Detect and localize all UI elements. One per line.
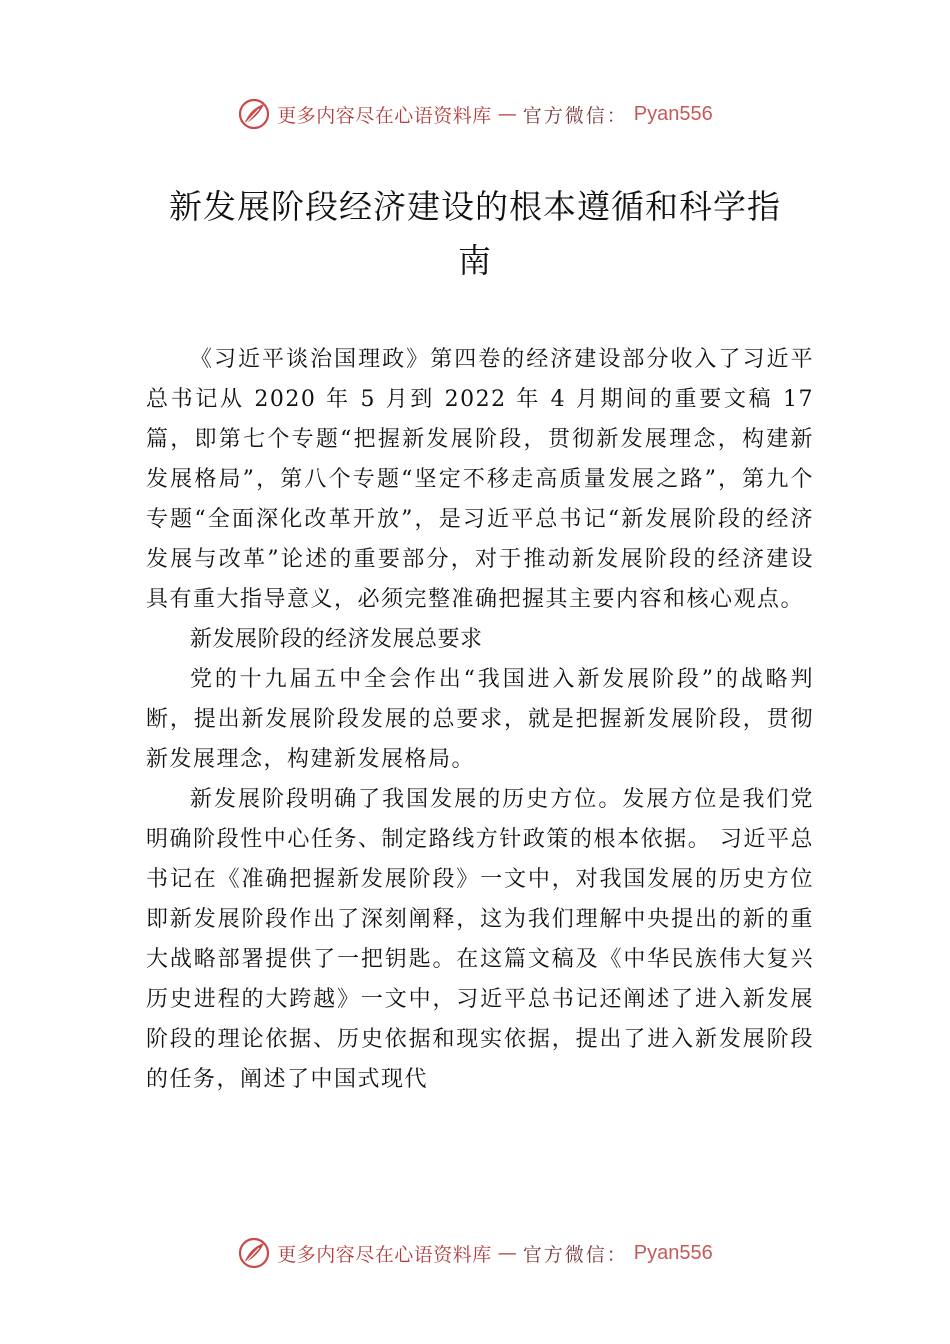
watermark-wechat-id: Pyan556 [633,1241,713,1264]
watermark-separator: — [497,103,517,125]
section-paragraph: 新发展阶段明确了我国发展的历史方位。发展方位是我们党明确阶段性中心任务、制定路线方针政策的根本依据。 习近平总书记在《准确把握新发展阶段》一文中，对我国发展的历史方位即新发展阶段作出了深刻阐释，这为我们理解中央提出的新的重大战略部署提供了一把钥匙。在这篇文稿及《中华民族伟大复兴历史进程的大跨越》一文中，习近平总书记还阐述了进入新发展阶段的理论依据、历史依据和现实依据，提出了进入新发展阶段的任务，阐述了中国式现代 [146,787,814,1092]
feather-logo-icon [237,1236,271,1270]
watermark-lead-text: 更多内容尽在心语资料库 [277,1243,492,1266]
watermark-separator: — [497,1242,517,1264]
intro-paragraph: 《习近平谈治国理政》第四卷的经济建设部分收入了习近平总书记从 2020 年 5 月到 2022 年 4 月期间的重要文稿 17 篇，即第七个专题“把握新发展阶段，贯彻新发展理念，构建新发展格局”，第八个专题“坚定不移走高质量发展之路”，第九个专题“全面深化改革开放”，是习近平总书记“新发展阶段的经济发展与改革”论述的重要部分，对于推动新发展阶段的经济建设具有重大指导意义，必须完整准确把握其主要内容和核心观点。 [146,347,814,612]
section-heading: 新发展阶段的经济发展总要求 [190,627,483,652]
watermark-wechat-label: 官方微信： [522,104,628,127]
footer-watermark [0,1233,950,1273]
title-line-2: 南 [458,241,492,280]
feather-logo-icon [237,97,271,131]
document-title [140,180,810,288]
header-watermark [0,94,950,134]
watermark-lead-text: 更多内容尽在心语资料库 [277,104,492,127]
section-paragraph: 党的十九届五中全会作出“我国进入新发展阶段”的战略判断，提出新发展阶段发展的总要求，就是把握新发展阶段，贯彻新发展理念，构建新发展格局。 [146,667,814,772]
document-body [146,340,814,1100]
title-line-1: 新发展阶段经济建设的根本遵循和科学指 [169,187,781,226]
watermark-wechat-label: 官方微信： [522,1243,628,1266]
watermark-wechat-id: Pyan556 [633,102,713,125]
